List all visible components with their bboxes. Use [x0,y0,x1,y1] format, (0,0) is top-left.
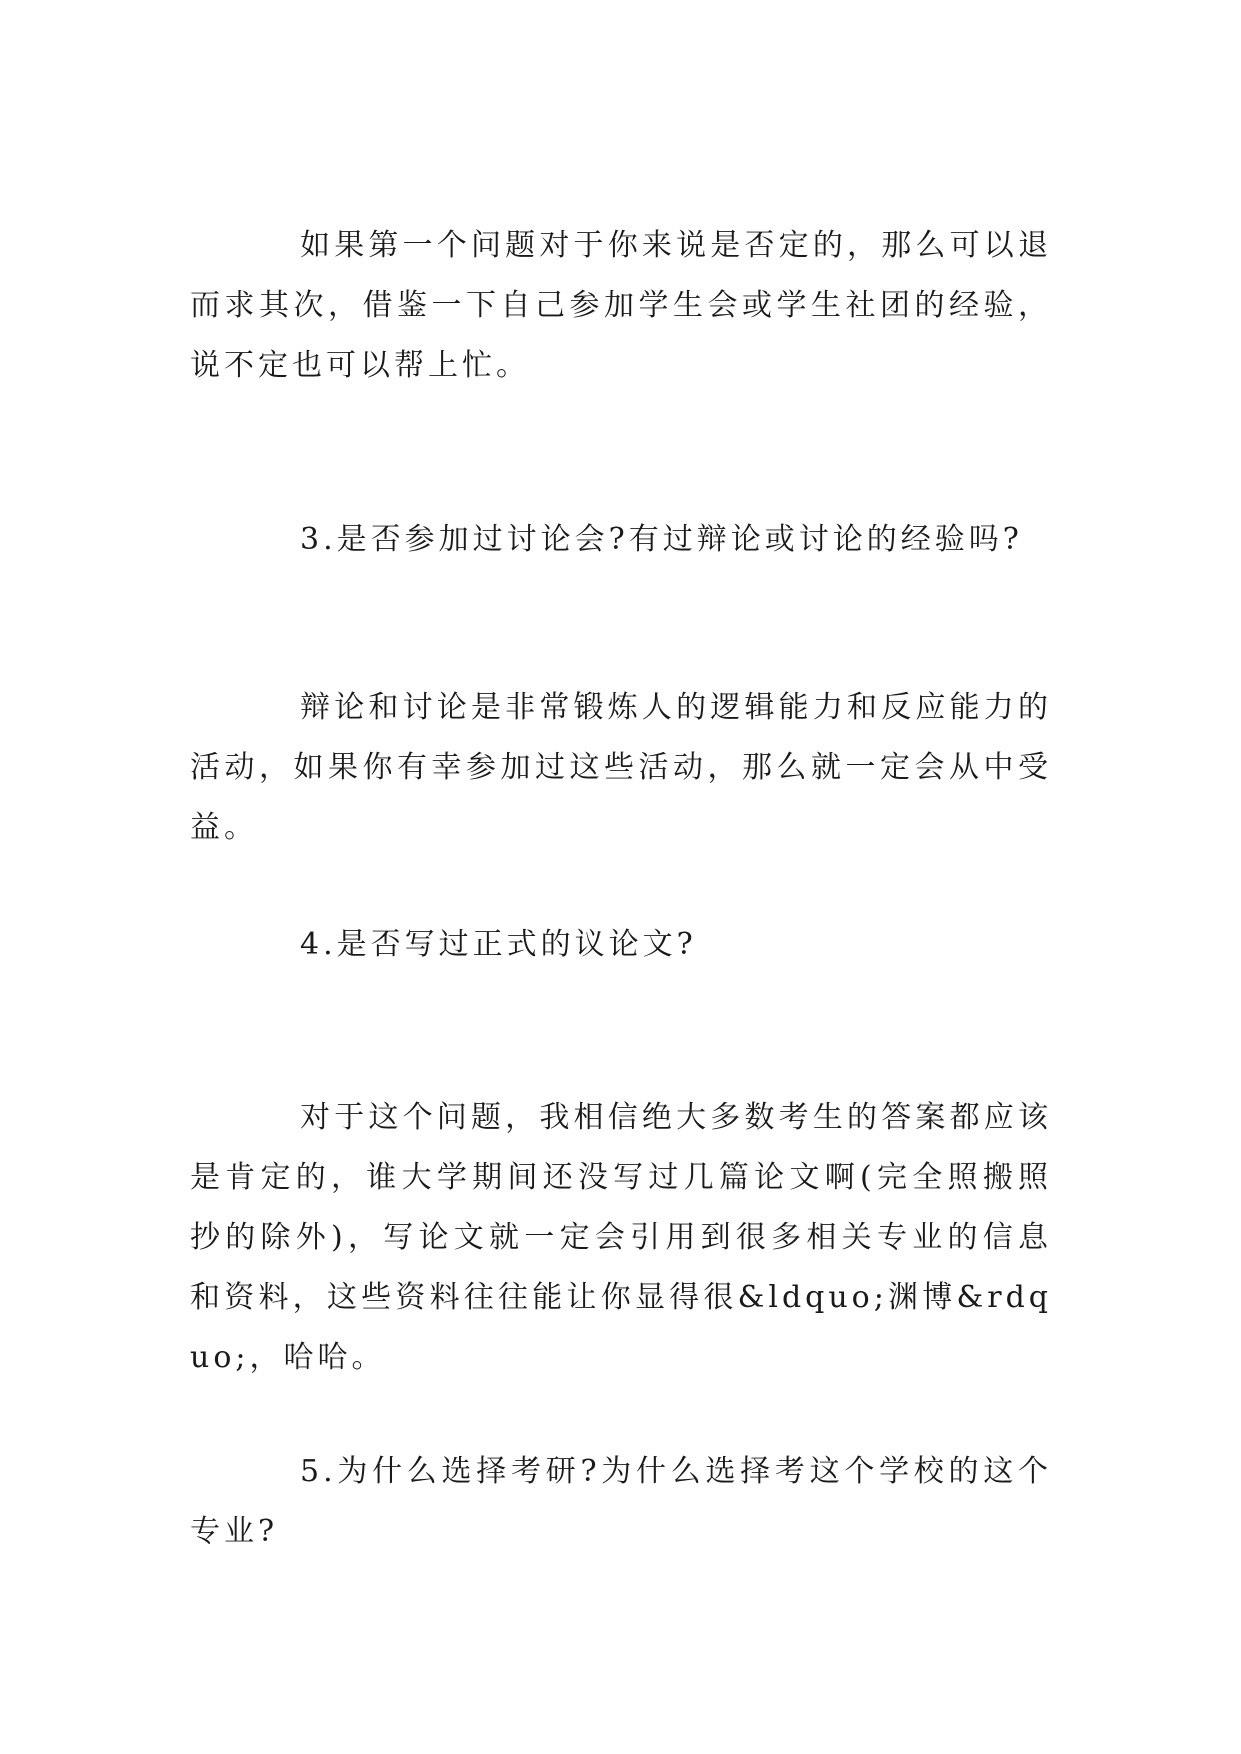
paragraph-experience-alternative: 如果第一个问题对于你来说是否定的，那么可以退而求其次，借鉴一下自己参加学生会或学生社团的经验，说不定也可以帮上忙。 [190,228,1052,383]
paragraph-essay: 对于这个问题，我相信绝大多数考生的答案都应该是肯定的，谁大学期间还没写过几篇论文啊(完全照搬照抄的除外)，写论文就一定会引用到很多相关专业的信息和资料，这些资料往往能让你显得很&ldquo;渊博&rdquo;，哈哈。 [190,1100,1052,1375]
question-4-heading: 4.是否写过正式的议论文? [300,927,697,962]
paragraph-debate: 辩论和讨论是非常锻炼人的逻辑能力和反应能力的活动，如果你有幸参加过这些活动，那么就一定会从中受益。 [190,690,1052,845]
question-3-heading: 3.是否参加过讨论会?有过辩论或讨论的经验吗? [300,522,1023,557]
question-5-heading: 5.为什么选择考研?为什么选择考这个学校的这个专业? [190,1454,1052,1549]
